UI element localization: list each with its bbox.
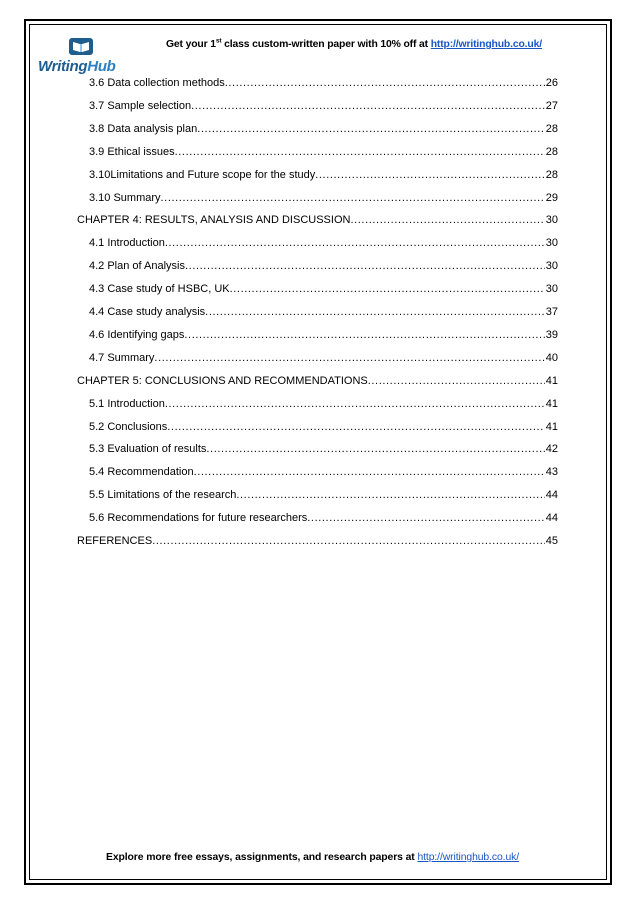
toc-entry[interactable] [89, 465, 558, 479]
toc-leader-dots [350, 214, 544, 227]
logo-wordmark: WritingHub [38, 58, 116, 75]
toc-entry[interactable] [89, 282, 558, 296]
toc-entry-page: 29 [545, 192, 558, 204]
toc-entry-page: 44 [545, 512, 558, 524]
toc-leader-dots [368, 375, 545, 388]
toc-leader-dots [185, 260, 545, 273]
header-promo: Get your 1st class custom-written paper with 10% off at http://writinghub.co.uk/ [166, 37, 542, 50]
toc-leader-dots [184, 329, 544, 342]
toc-entry-label: 4.7 Summary [89, 352, 155, 364]
toc-entry[interactable] [89, 397, 558, 411]
toc-leader-dots [152, 535, 545, 548]
toc-leader-dots [154, 352, 544, 365]
toc-entry[interactable] [89, 488, 558, 502]
toc-entry-page: 30 [545, 214, 558, 226]
toc-leader-dots [206, 443, 544, 456]
toc-leader-dots [165, 398, 545, 411]
toc-entry-label: 4.4 Case study analysis [89, 306, 206, 318]
toc-leader-dots [167, 421, 544, 434]
toc-entry-label: CHAPTER 4: RESULTS, ANALYSIS AND DISCUSSION [77, 214, 351, 226]
toc-entry-label: 5.4 Recommendation [89, 466, 194, 478]
footer-link[interactable]: http://writinghub.co.uk/ [417, 852, 520, 863]
toc-entry-page: 28 [545, 146, 558, 158]
toc-entry[interactable] [89, 328, 558, 342]
toc-entry[interactable] [89, 442, 558, 456]
toc-leader-dots [194, 466, 545, 479]
toc-entry-page: 45 [545, 535, 558, 547]
toc-entry-label: 3.7 Sample selection [89, 100, 192, 112]
toc-entry-page: 39 [545, 329, 558, 341]
toc-entry-label: 3.10 Summary [89, 192, 161, 204]
toc-entry[interactable] [89, 122, 558, 136]
toc-entry[interactable] [89, 145, 558, 159]
toc-entry[interactable] [77, 534, 558, 548]
toc-entry-label: 5.3 Evaluation of results [89, 443, 207, 455]
toc-entry-label: 3.9 Ethical issues [89, 146, 175, 158]
toc-entry[interactable] [89, 99, 558, 113]
toc-leader-dots [236, 489, 544, 502]
toc-entry[interactable] [89, 351, 558, 365]
toc-entry-page: 43 [545, 466, 558, 478]
toc-entry-page: 28 [545, 169, 558, 181]
toc-entry[interactable] [89, 76, 558, 90]
toc-entry-label: 5.2 Conclusions [89, 421, 168, 433]
toc-entry-page: 26 [545, 77, 558, 89]
toc-entry[interactable] [89, 305, 558, 319]
header-link[interactable]: http://writinghub.co.uk/ [430, 39, 542, 50]
toc-entry[interactable] [77, 213, 558, 227]
toc-entry-page: 41 [545, 421, 558, 433]
toc-leader-dots [205, 306, 545, 319]
toc-entry[interactable] [89, 191, 558, 205]
toc-entry-label: 3.6 Data collection methods [89, 77, 225, 89]
toc-entry-label: 3.8 Data analysis plan [89, 123, 198, 135]
toc-entry-page: 41 [545, 375, 558, 387]
toc-entry-label: 5.1 Introduction [89, 398, 165, 410]
toc-entry-label: 4.6 Identifying gaps [89, 329, 185, 341]
toc-leader-dots [175, 146, 545, 159]
toc-entry-page: 30 [545, 237, 558, 249]
toc-entry[interactable] [89, 420, 558, 434]
toc-entry[interactable] [89, 168, 558, 182]
toc-entry-page: 37 [545, 306, 558, 318]
toc-leader-dots [307, 512, 544, 525]
toc-leader-dots [191, 100, 545, 113]
toc-leader-dots [315, 169, 545, 182]
toc-entry-label: 3.10Limitations and Future scope for the study [89, 169, 316, 181]
toc-entry-label: 4.1 Introduction [89, 237, 165, 249]
toc-entry-label: CHAPTER 5: CONCLUSIONS AND RECOMMENDATIONS [77, 375, 368, 387]
toc-leader-dots [161, 192, 545, 205]
toc-entry-page: 40 [545, 352, 558, 364]
toc-entry[interactable] [89, 259, 558, 273]
toc-entry-page: 42 [545, 443, 558, 455]
toc-entry-label: 4.3 Case study of HSBC, UK [89, 283, 230, 295]
toc-entry-label: 5.5 Limitations of the research [89, 489, 237, 501]
toc-leader-dots [197, 123, 545, 136]
footer-promo: Explore more free essays, assignments, and research papers at http://writinghub.co.uk/ [106, 852, 520, 863]
toc-entry-page: 44 [545, 489, 558, 501]
toc-leader-dots [230, 283, 545, 296]
toc-entry-page: 27 [545, 100, 558, 112]
toc-leader-dots [165, 237, 545, 250]
toc-entry-page: 41 [545, 398, 558, 410]
toc-entry[interactable] [89, 511, 558, 525]
toc-entry-label: 4.2 Plan of Analysis [89, 260, 186, 272]
toc-entry-page: 30 [545, 283, 558, 295]
toc-entry[interactable] [89, 236, 558, 250]
toc-entry-label: REFERENCES [77, 535, 153, 547]
toc-entry-page: 28 [545, 123, 558, 135]
toc-leader-dots [225, 77, 545, 90]
toc-entry[interactable] [77, 374, 558, 388]
toc-entry-label: 5.6 Recommendations for future researchers [89, 512, 308, 524]
toc-entry-page: 30 [545, 260, 558, 272]
